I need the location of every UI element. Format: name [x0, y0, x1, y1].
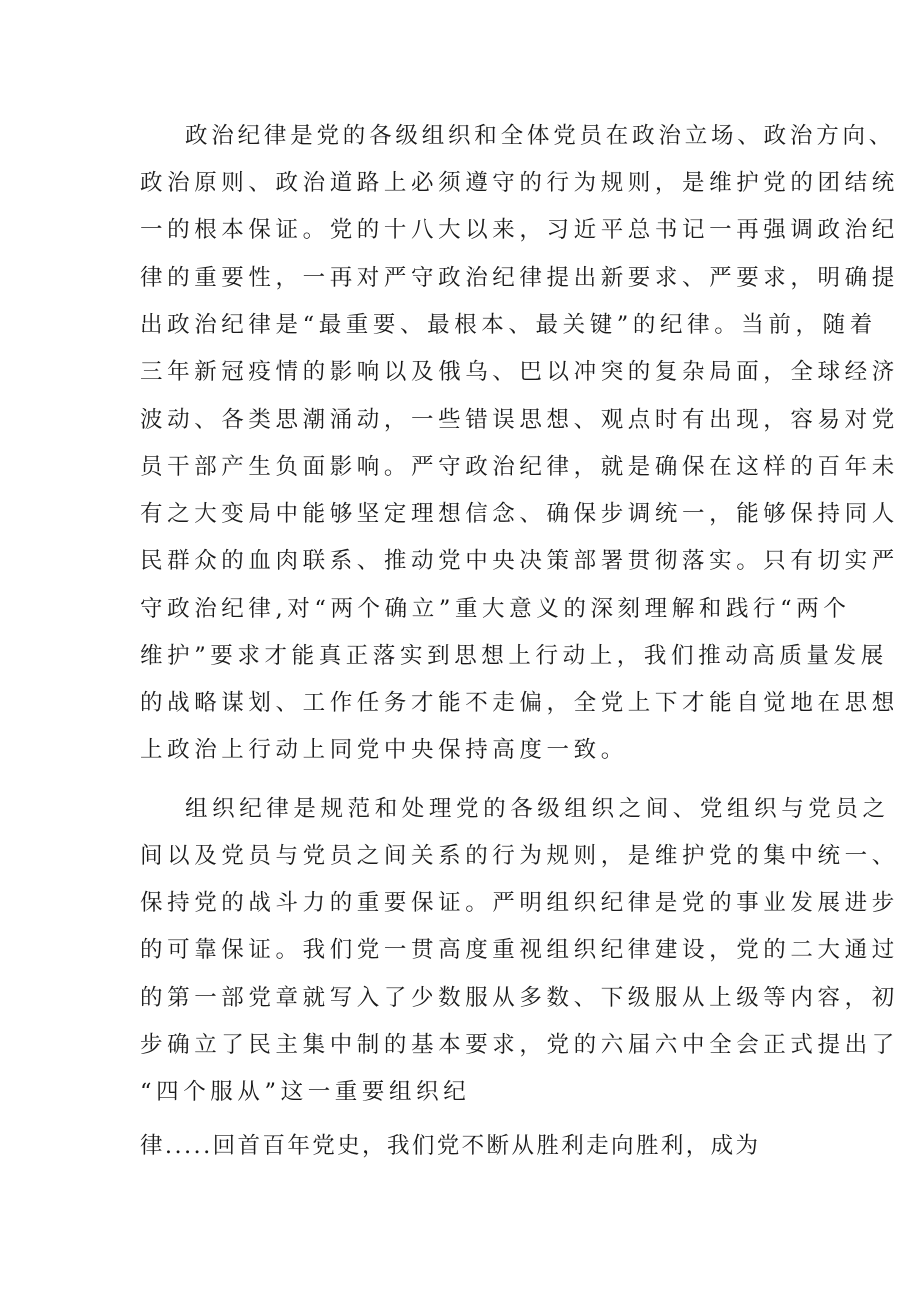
paragraph-1-line-3: 一的根本保证。党的十八大以来，习近平总书记一再强调政治纪 — [140, 217, 899, 243]
paragraph-1-line-1: 政治纪律是党的各级组织和全体党员在政治立场、政治方向、 — [185, 123, 896, 149]
paragraph-1-line-5: 出政治纪律是“最重要、最根本、最关键”的纪律。当前，随着 — [140, 312, 877, 338]
paragraph-1-line-6: 三年新冠疫情的影响以及俄乌、巴以冲突的复杂局面，全球经济 — [140, 359, 899, 385]
paragraph-2-line-3: 保持党的战斗力的重要保证。严明组织纪律是党的事业发展进步 — [140, 890, 899, 916]
paragraph-2-line-4: 的可靠保证。我们党一贯高度重视组织纪律建设，党的二大通过 — [140, 937, 899, 963]
paragraph-1-line-2: 政治原则、政治道路上必须遵守的行为规则，是维护党的团结统 — [140, 170, 899, 196]
paragraph-2-line-7: “四个服从”这一重要组织纪 — [140, 1079, 471, 1105]
paragraph-1-line-11: 守政治纪律,对“两个确立”重大意义的深刻理解和践行“两个 — [140, 596, 851, 622]
paragraph-1-line-8: 员干部产生负面影响。严守政治纪律，就是确保在这样的百年未 — [140, 454, 899, 480]
paragraph-1-line-12: 维护”要求才能真正落实到思想上行动上，我们推动高质量发展 — [140, 643, 888, 669]
paragraph-2-line-6: 步确立了民主集中制的基本要求，党的六届六中全会正式提出了 — [140, 1032, 899, 1058]
paragraph-1-line-7: 波动、各类思潮涌动，一些错误思想、观点时有出现，容易对党 — [140, 407, 899, 433]
paragraph-2-line-2: 间以及党员与党员之间关系的行为规则，是维护党的集中统一、 — [140, 843, 899, 869]
paragraph-2-line-8: 律.....回首百年党史，我们党不断从胜利走向胜利，成为 — [140, 1133, 761, 1159]
paragraph-1-line-10: 民群众的血肉联系、推动党中央决策部署贯彻落实。只有切实严 — [140, 548, 899, 574]
paragraph-1-line-14: 上政治上行动上同党中央保持高度一致。 — [140, 737, 628, 763]
paragraph-1-line-9: 有之大变局中能够坚定理想信念、确保步调统一，能够保持同人 — [140, 501, 899, 527]
paragraph-1-line-4: 律的重要性，一再对严守政治纪律提出新要求、严要求，明确提 — [140, 265, 899, 291]
paragraph-2-line-1: 组织纪律是规范和处理党的各级组织之间、党组织与党员之 — [185, 796, 890, 822]
paragraph-2-line-5: 的第一部党章就写入了少数服从多数、下级服从上级等内容，初 — [140, 985, 899, 1011]
paragraph-1-line-13: 的战略谋划、工作任务才能不走偏，全党上下才能自觉地在思想 — [140, 690, 899, 716]
